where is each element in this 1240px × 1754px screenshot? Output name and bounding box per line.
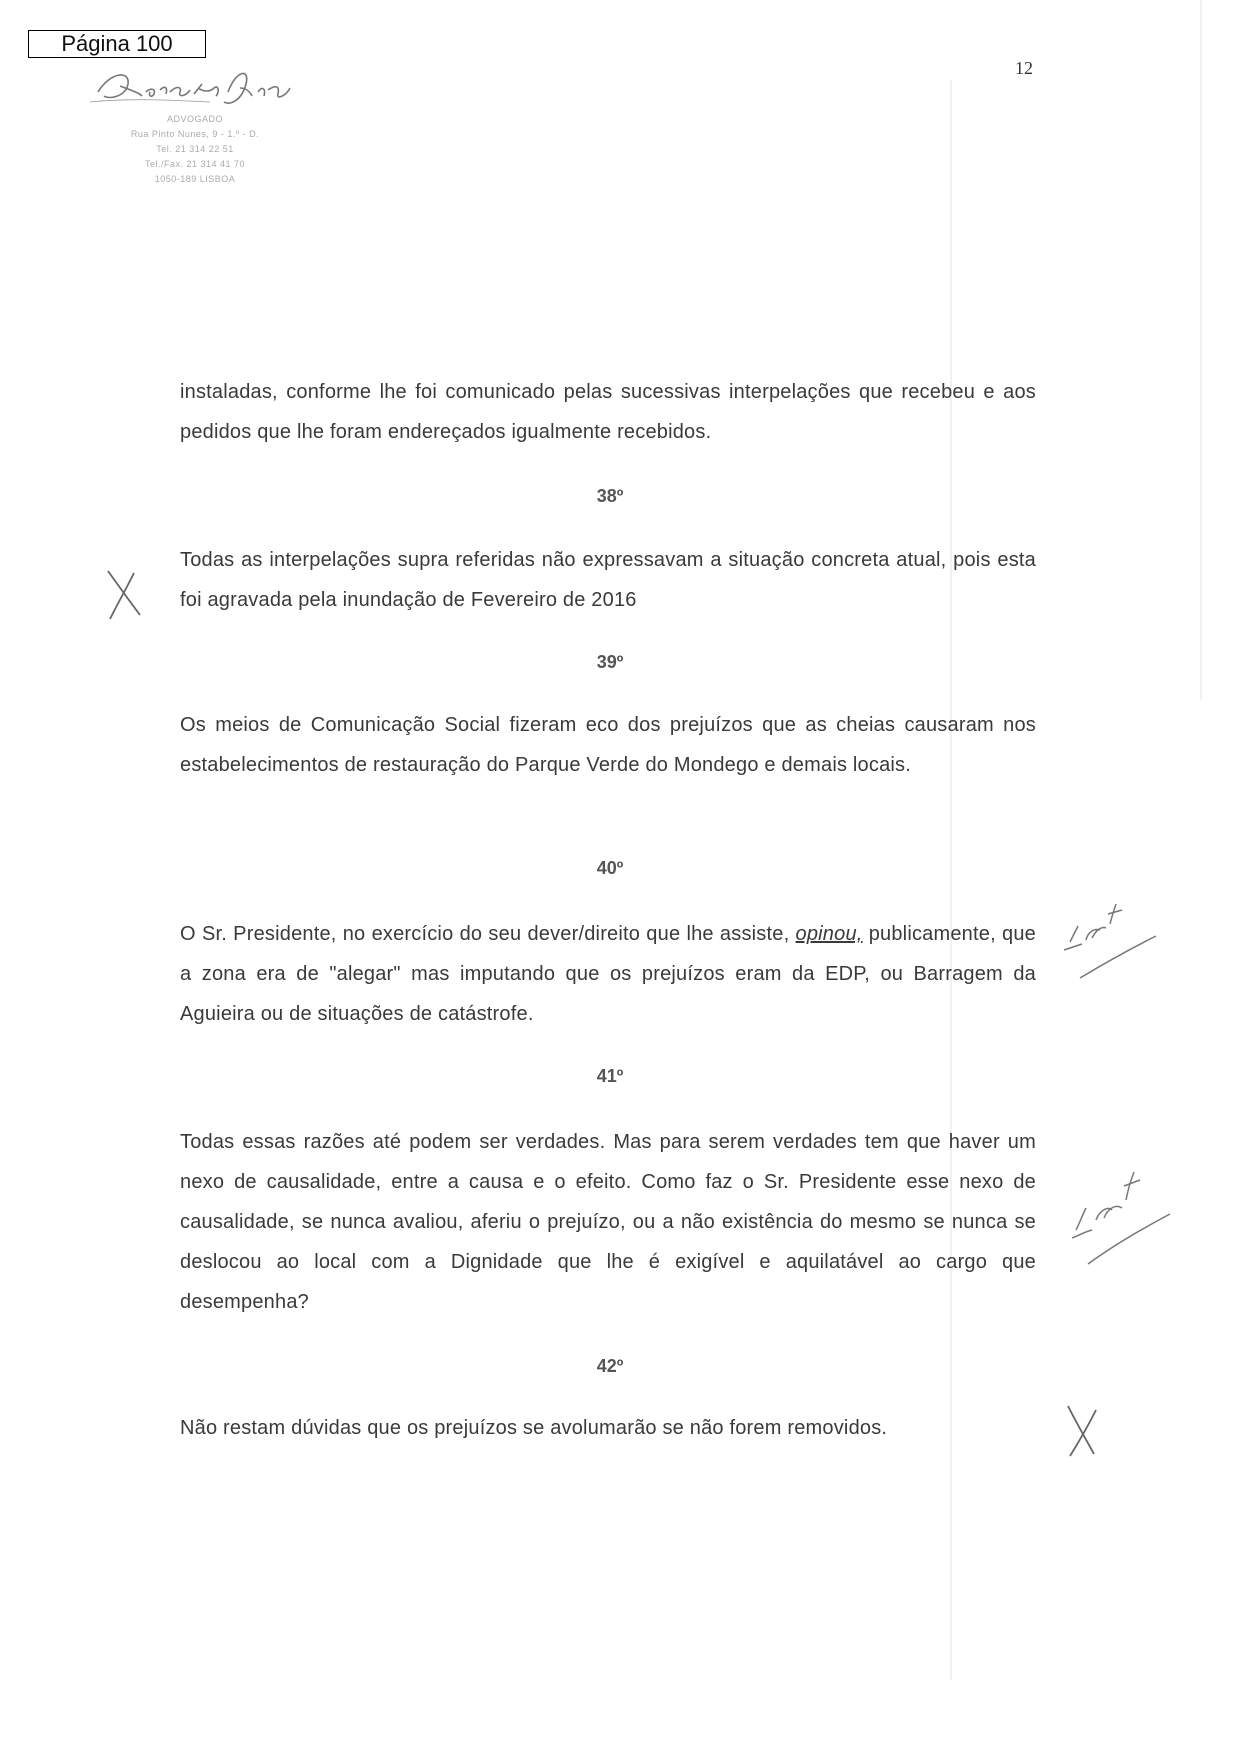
- handwritten-initials-mark: [1070, 1160, 1180, 1270]
- paragraph-40-emphasis: opinou,: [795, 923, 863, 945]
- signature-logo: [90, 62, 300, 112]
- paragraph-40-text-a: O Sr. Presidente, no exercício do seu dever/direito que lhe assiste,: [180, 923, 796, 945]
- letterhead: [90, 62, 300, 212]
- page-label-box: Página 100: [28, 30, 206, 58]
- page-number: 12: [1015, 58, 1033, 78]
- handwritten-x-mark: [100, 565, 150, 625]
- paragraph-number-42: 42º: [596, 1356, 624, 1376]
- scan-artifact: [1200, 0, 1202, 700]
- paragraph-number-38: 38º: [596, 486, 624, 506]
- letterhead-line: Rua Pinto Nunes, 9 - 1.º - D.: [130, 129, 260, 139]
- paragraph-number-39: 39º: [596, 652, 624, 672]
- paragraph-40-text-b: publicamente, que a zona era de "alegar" mas imputando que os prejuízos eram da EDP, ou Barragem da Aguieira ou de situações de catástrofe.: [180, 923, 1036, 1025]
- handwritten-initials-mark: [1060, 900, 1170, 990]
- letterhead-address: [90, 112, 300, 187]
- paragraph-38: Todas as interpelações supra referidas não expressavam a situação concreta atual, pois esta foi agravada pela inundação de Fevereiro de 2016: [180, 549, 1036, 611]
- paragraph-number-40: 40º: [596, 858, 624, 878]
- letterhead-line: Tel. 21 314 22 51: [156, 144, 234, 154]
- letterhead-line: Tel./Fax. 21 314 41 70: [144, 159, 246, 169]
- letterhead-line: 1050-189 LISBOA: [154, 174, 236, 184]
- paragraph-number-41: 41º: [596, 1066, 624, 1086]
- paragraph-intro: instaladas, conforme lhe foi comunicado pelas sucessivas interpelações que recebeu e aos pedidos que lhe foram endereçados igualmente recebidos.: [180, 381, 1036, 443]
- handwritten-x-mark: [1058, 1400, 1108, 1460]
- paragraph-40: [180, 914, 1036, 1034]
- paragraph-41: Todas essas razões até podem ser verdades. Mas para serem verdades tem que haver um nexo de causalidade, entre a causa e o efeito. Como faz o Sr. Presidente esse nexo de causalidade, se nunca avaliou, aferiu o prejuízo, ou a não existência do mesmo se nunca se deslocou ao local com a Dignidade que lhe é exigível e aquilatável ao cargo que desempenha?: [180, 1131, 1036, 1313]
- paragraph-42: Não restam dúvidas que os prejuízos se avolumarão se não forem removidos.: [180, 1417, 888, 1439]
- paragraph-39: Os meios de Comunicação Social fizeram eco dos prejuízos que as cheias causaram nos estabelecimentos de restauração do Parque Verde do Mondego e demais locais.: [180, 714, 1036, 776]
- letterhead-line: ADVOGADO: [166, 114, 223, 124]
